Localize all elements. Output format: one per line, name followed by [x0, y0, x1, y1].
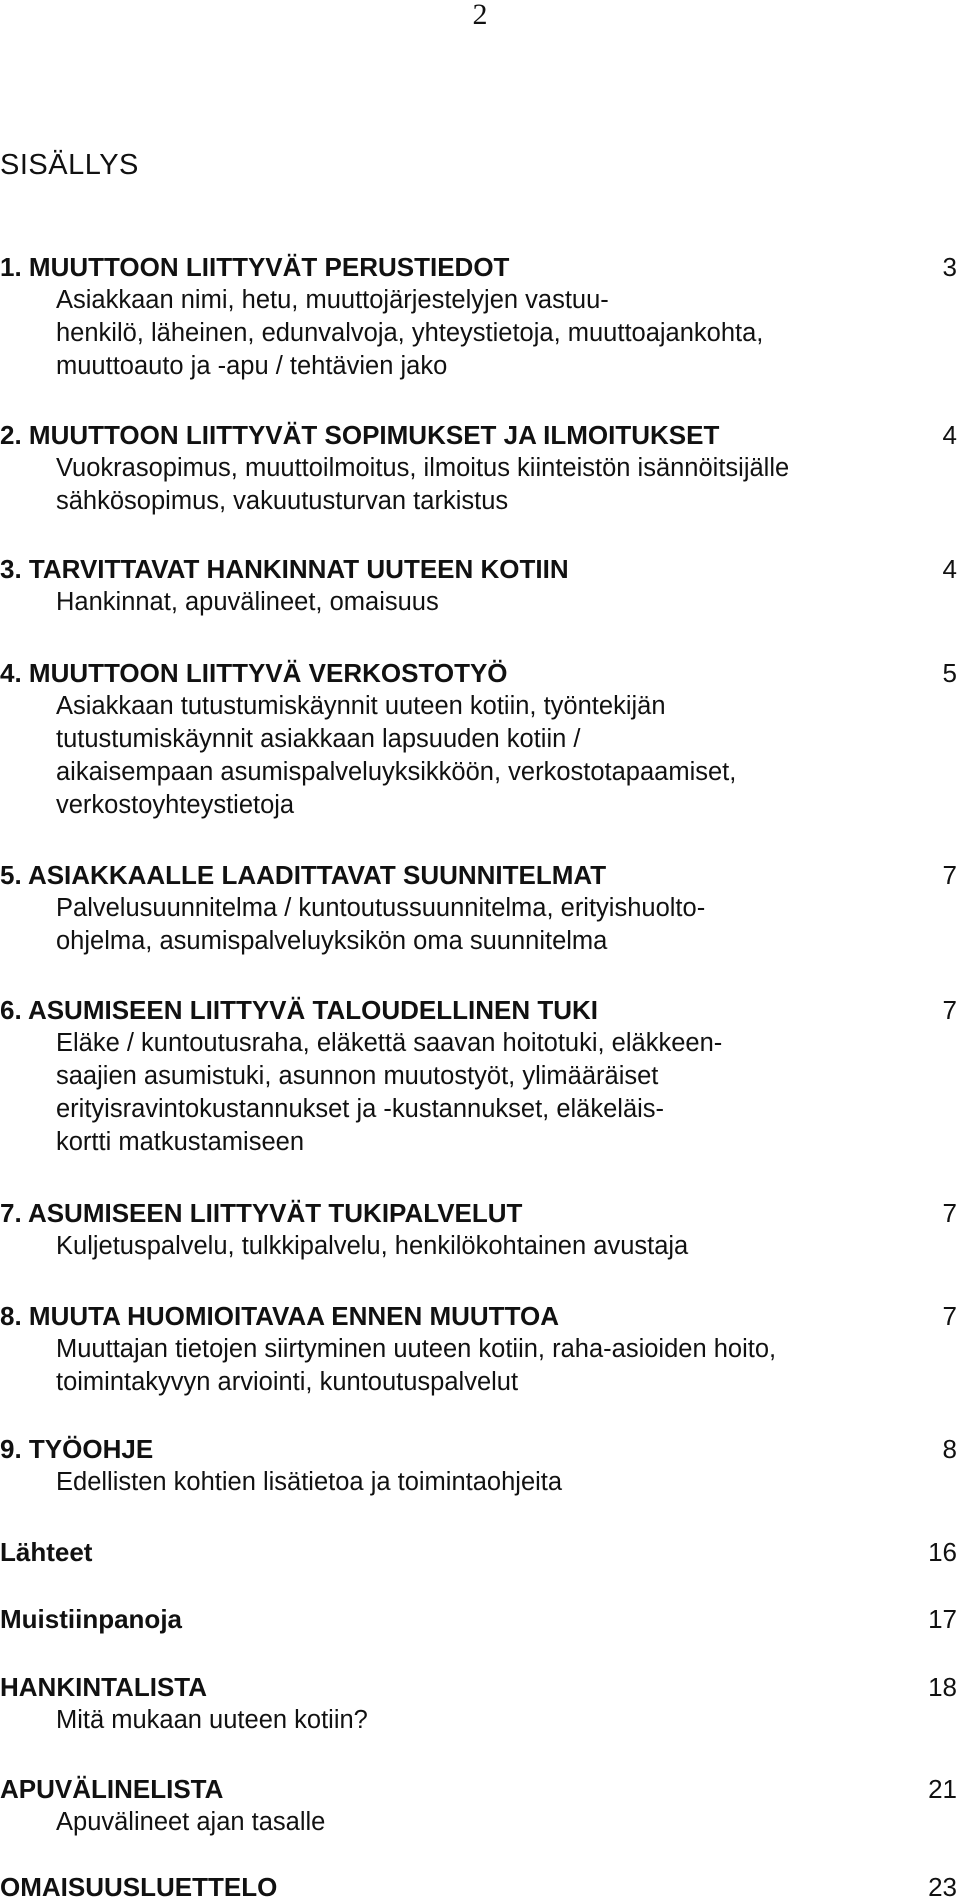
toc-description — [56, 892, 960, 958]
toc-page-number[interactable]: 7 — [942, 1198, 957, 1228]
toc-page-number[interactable]: 5 — [942, 658, 957, 688]
toc-page-number[interactable]: 4 — [942, 554, 957, 584]
toc-heading[interactable]: Lähteet — [0, 1537, 93, 1567]
toc-page-number[interactable]: 17 — [928, 1604, 957, 1634]
toc-heading[interactable]: 1. MUUTTOON LIITTYVÄT PERUSTIEDOT — [0, 252, 510, 282]
toc-entry — [0, 552, 960, 619]
toc-page-number[interactable]: 16 — [928, 1537, 957, 1567]
toc-description-line: toimintakyvyn arviointi, kuntoutuspalvelut — [56, 1368, 519, 1396]
page-title: SISÄLLYS — [0, 149, 139, 181]
toc-description — [56, 1027, 960, 1159]
toc-heading[interactable]: 7. ASUMISEEN LIITTYVÄT TUKIPALVELUT — [0, 1198, 523, 1228]
toc-description — [56, 284, 960, 383]
toc-description — [56, 586, 960, 619]
toc-heading[interactable]: 5. ASIAKKAALLE LAADITTAVAT SUUNNITELMAT — [0, 860, 607, 890]
toc-description-line: henkilö, läheinen, edunvalvoja, yhteystietoja, muuttoajankohta, — [56, 319, 764, 347]
toc-description — [56, 1230, 960, 1263]
toc-entry — [0, 1602, 960, 1636]
toc-description-line: muuttoauto ja -apu / tehtävien jako — [56, 352, 448, 380]
toc-description-line: Apuvälineet ajan tasalle — [56, 1808, 326, 1836]
toc-page-number[interactable]: 18 — [928, 1672, 957, 1702]
toc-page-number[interactable]: 7 — [942, 995, 957, 1025]
toc-heading[interactable]: 9. TYÖOHJE — [0, 1434, 154, 1464]
toc-page-number[interactable]: 21 — [928, 1774, 957, 1804]
toc-entry — [0, 1432, 960, 1499]
toc-description — [56, 1466, 960, 1499]
toc-page-number[interactable]: 23 — [928, 1872, 957, 1902]
toc-entry — [0, 1535, 960, 1569]
toc-entry — [0, 993, 960, 1159]
toc-description — [56, 1806, 960, 1839]
toc-heading[interactable]: HANKINTALISTA — [0, 1672, 208, 1702]
toc-description-line: Hankinnat, apuvälineet, omaisuus — [56, 588, 439, 616]
toc-description-line: Asiakkaan tutustumiskäynnit uuteen kotiin, työntekijän — [56, 692, 666, 720]
toc-description — [56, 1333, 960, 1399]
toc-entry — [0, 1772, 960, 1839]
toc-page-number[interactable]: 7 — [942, 1301, 957, 1331]
toc-heading[interactable]: 8. MUUTA HUOMIOITAVAA ENNEN MUUTTOA — [0, 1301, 559, 1331]
toc-description-line: aikaisempaan asumispalveluyksikköön, verkostotapaamiset, — [56, 758, 737, 786]
toc-entry — [0, 858, 960, 958]
toc-heading[interactable]: 4. MUUTTOON LIITTYVÄ VERKOSTOTYÖ — [0, 658, 508, 688]
toc-entry — [0, 250, 960, 383]
toc-description-line: verkostoyhteystietoja — [56, 791, 295, 819]
toc-heading[interactable]: APUVÄLINELISTA — [0, 1774, 224, 1804]
toc-description-line: tutustumiskäynnit asiakkaan lapsuuden kotiin / — [56, 725, 581, 753]
page-number: 2 — [472, 0, 488, 31]
toc-description-line: Edellisten kohtien lisätietoa ja toimintaohjeita — [56, 1468, 563, 1496]
toc-page-number[interactable]: 7 — [942, 860, 957, 890]
toc-entry — [0, 1870, 960, 1904]
toc-description — [56, 452, 960, 518]
toc-description-line: Muuttajan tietojen siirtyminen uuteen kotiin, raha-asioiden hoito, — [56, 1335, 777, 1363]
toc-page-number[interactable]: 4 — [942, 420, 957, 450]
toc-description-line: Asiakkaan nimi, hetu, muuttojärjestelyjen vastuu- — [56, 286, 609, 314]
toc-heading[interactable]: Muistiinpanoja — [0, 1604, 182, 1634]
toc-entry — [0, 1670, 960, 1737]
toc-entry — [0, 1196, 960, 1263]
toc-page-number[interactable]: 3 — [942, 252, 957, 282]
toc-description-line: Kuljetuspalvelu, tulkkipalvelu, henkilökohtainen avustaja — [56, 1232, 689, 1260]
toc-description — [56, 690, 960, 822]
toc-entry — [0, 1299, 960, 1399]
toc-page-number[interactable]: 8 — [942, 1434, 957, 1464]
toc-heading[interactable]: OMAISUUSLUETTELO — [0, 1872, 278, 1902]
toc-description-line: Vuokrasopimus, muuttoilmoitus, ilmoitus kiinteistön isännöitsijälle — [56, 454, 790, 482]
toc-description-line: kortti matkustamiseen — [56, 1128, 305, 1156]
toc-heading[interactable]: 6. ASUMISEEN LIITTYVÄ TALOUDELLINEN TUKI — [0, 995, 599, 1025]
toc-heading[interactable]: 2. MUUTTOON LIITTYVÄT SOPIMUKSET JA ILMOITUKSET — [0, 420, 720, 450]
toc-entry — [0, 656, 960, 822]
toc-description-line: saajien asumistuki, asunnon muutostyöt, ylimääräiset — [56, 1062, 659, 1090]
toc-entry — [0, 418, 960, 518]
toc-description-line: ohjelma, asumispalveluyksikön oma suunnitelma — [56, 927, 608, 955]
toc-description-line: Mitä mukaan uuteen kotiin? — [56, 1706, 368, 1734]
toc-description-line: Palvelusuunnitelma / kuntoutussuunnitelma, erityishuolto- — [56, 894, 706, 922]
toc-description-line: erityisravintokustannukset ja -kustannukset, eläkeläis- — [56, 1095, 665, 1123]
toc-description — [56, 1704, 960, 1737]
toc-description-line: Eläke / kuntoutusraha, eläkettä saavan hoitotuki, eläkkeen- — [56, 1029, 723, 1057]
toc-description-line: sähkösopimus, vakuutusturvan tarkistus — [56, 487, 509, 515]
toc-heading[interactable]: 3. TARVITTAVAT HANKINNAT UUTEEN KOTIIN — [0, 554, 569, 584]
